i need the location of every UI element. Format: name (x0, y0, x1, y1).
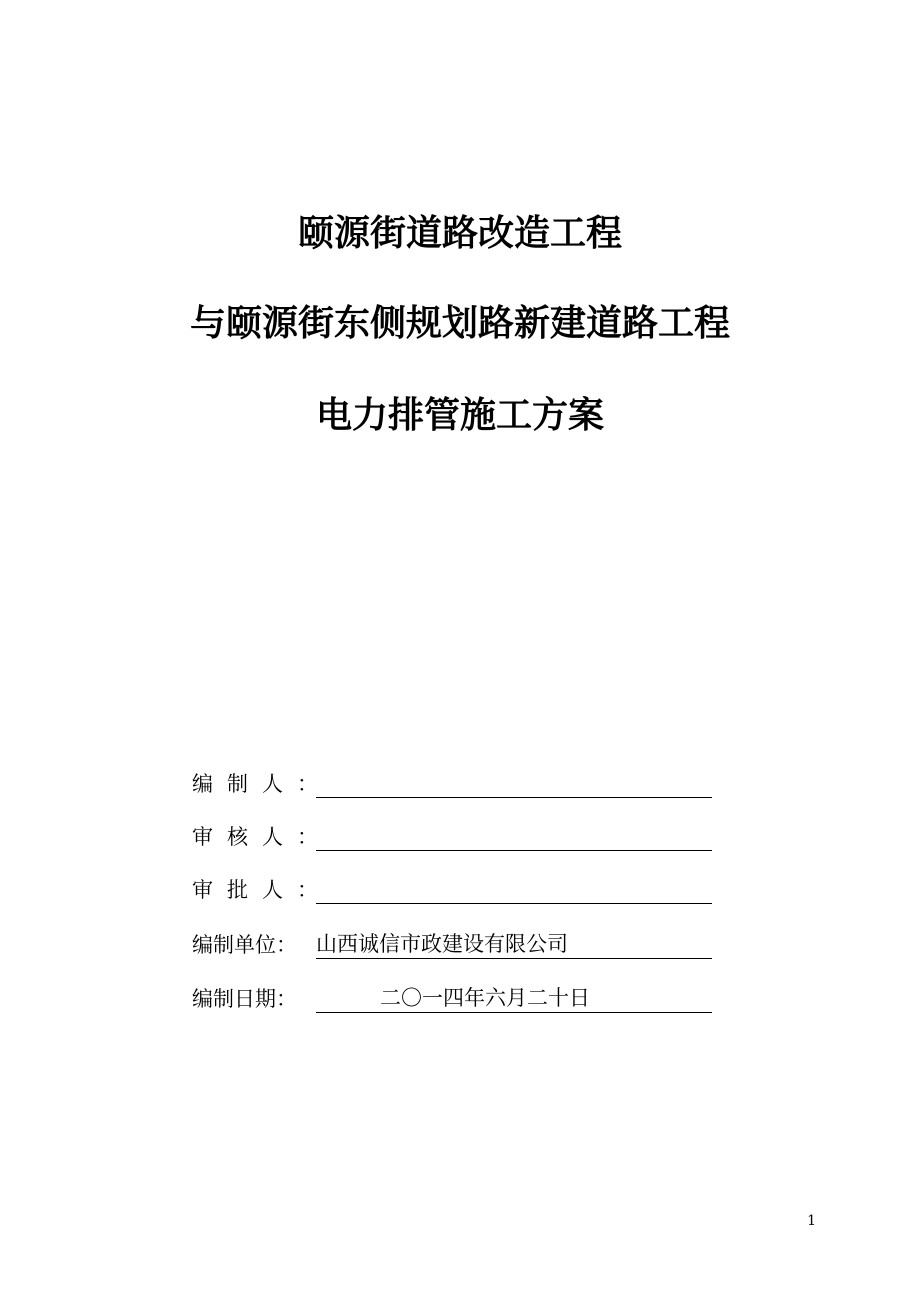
signature-row-organization (192, 930, 712, 960)
date-value: 二〇一四年六月二十日 (380, 986, 590, 1010)
approver-label: 审批人： (192, 878, 332, 902)
organization-label: 编制单位： (192, 933, 297, 957)
document-title-line-3: 电力排管施工方案 (315, 395, 604, 436)
approver-signature-line (316, 875, 712, 904)
date-line (316, 984, 712, 1013)
date-label: 编制日期： (192, 987, 297, 1011)
compiler-label: 编制人： (192, 772, 332, 796)
page-number: 1 (807, 1213, 816, 1229)
document-title-line-2: 与颐源街东侧规划路新建道路工程 (189, 303, 730, 344)
organization-line (316, 930, 712, 959)
signature-row-approver (192, 875, 712, 905)
signature-row-compiler (192, 769, 712, 799)
reviewer-label: 审核人： (192, 825, 332, 849)
document-title-line-1: 颐源街道路改造工程 (297, 213, 622, 254)
organization-value: 山西诚信市政建设有限公司 (316, 932, 568, 956)
reviewer-signature-line (316, 822, 712, 851)
compiler-signature-line (316, 769, 712, 798)
signature-row-reviewer (192, 822, 712, 852)
signature-row-date (192, 984, 712, 1014)
